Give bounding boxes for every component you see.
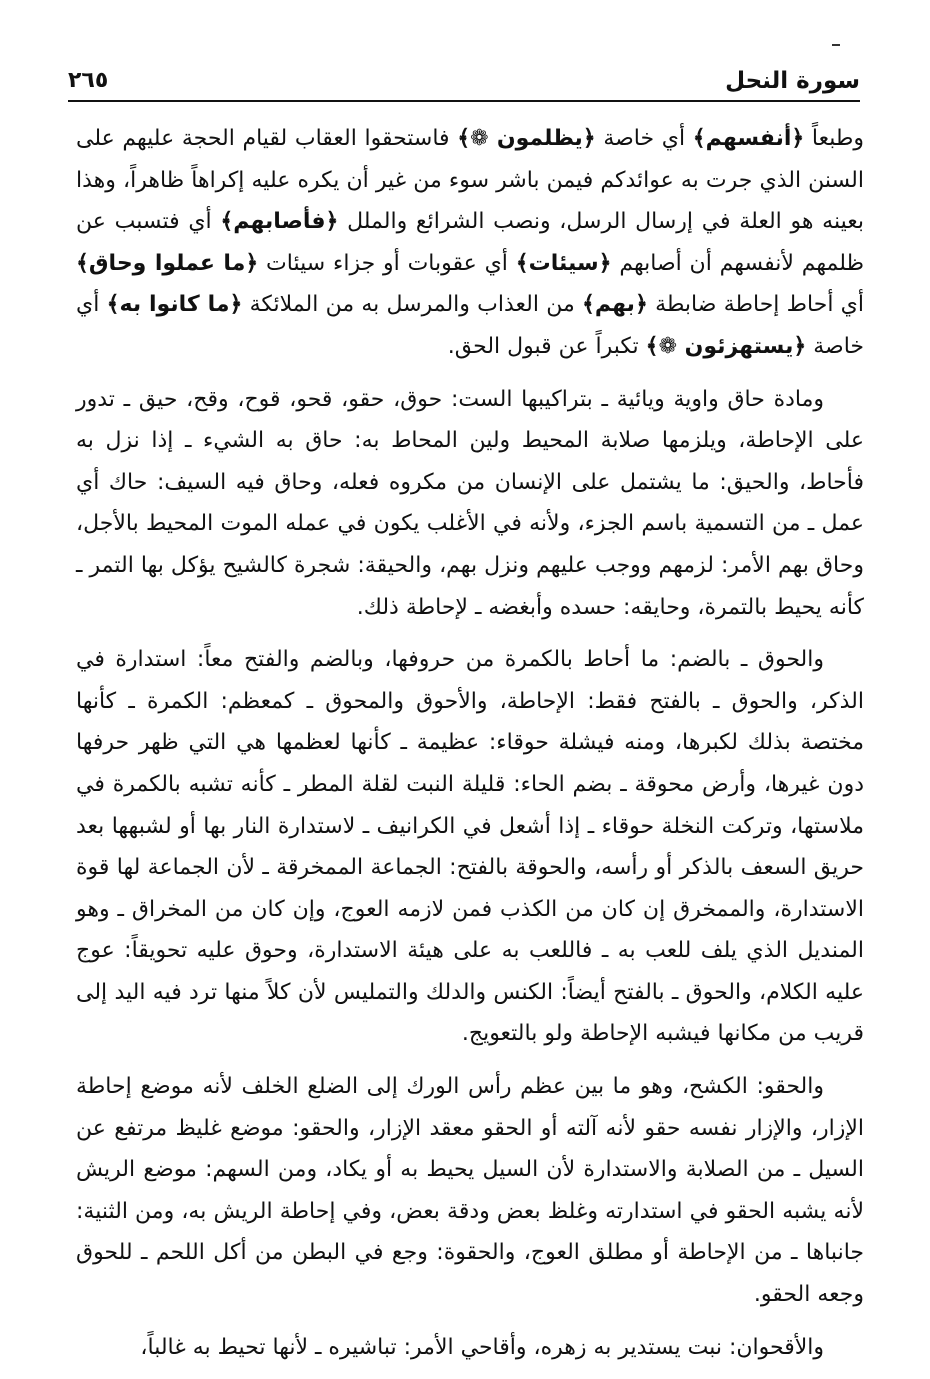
- quran-word: ﴿فأصابهم﴾: [220, 209, 339, 235]
- paragraph-uqhuwan: والأقحوان: نبت يستدير به زهره، وأقاحي الأمر: تباشيره ـ لأنها تحيط به غالباً،: [140, 1334, 824, 1360]
- text-run: أي أحاط إحاطة ضابطة: [647, 292, 865, 318]
- quran-word: ﴿يستهزئون ❁﴾: [645, 333, 807, 359]
- text-run: فاستحقوا العقاب لقيام الحجة عليهم على السنن الذي جرت به عوائدكم فيمن باشر سوء من غير أن يكره عليه إكراهاً ظاهراً، وهذا بعينه هو العلة في إرسال الرسل، ونصب الشرائع والملل: [76, 126, 864, 235]
- text-run: أي فتسبب عن ظلمهم لأنفسهم أن أصابهم: [76, 209, 864, 276]
- quran-word: ﴿سيئات﴾: [515, 250, 612, 276]
- quran-word: ﴿ما عملوا وحاق﴾: [76, 250, 259, 276]
- page-body: [76, 118, 864, 1379]
- surah-title: سورة النحل: [725, 68, 860, 94]
- quran-word: ﴿بهم﴾: [582, 292, 648, 318]
- paragraph-haqw: والحقو: الكشح، وهو ما بين عظم رأس الورك إلى الضلع الخلف لأنه موضع إحاطة الإزار، والإزار نفسه حقو لأنه آلته أو الحقو معقد الإزار، والحقو: موضع غليظ مرتفع عن السيل ـ من الصلابة والاستدارة لأن السيل يحيط به أو يكاد، ومن السهم: موضع الريش لأنه يشبه الحقو في استدارته وغلظ بعض ودقة بعض، وفي إحاطة الريش به، ومن الثنية: جانباها ـ من الإحاطة أو مطلق العوج، والحقوة: وجع في البطن من أكل اللحم ـ للحوق وجعه الحقو.: [76, 1074, 864, 1308]
- header-rule: [68, 100, 860, 102]
- quran-word: ﴿أنفسهم﴾: [692, 126, 805, 151]
- page-header: [68, 62, 860, 102]
- paragraph-hawq: والحوق ـ بالضم: ما أحاط بالكمرة من حروفها، وبالضم والفتح معاً: استدارة في الذكر، والحوق ـ بالفتح فقط: الإحاطة، والأحوق والمحوق ـ كمعظم: الكمرة ـ كأنها مختصة بذلك لكبرها، ومنه فيشلة حوقاء: عظيمة ـ كأنها لعظمها هي التي ظهر حرفها دون غيرها، وأرض محوقة ـ بضم الحاء: قليلة النبت لقلة المطر ـ كأنه تشبه بالكمرة في ملاستها، وتركت النخلة حوقاء ـ إذا أشعل في الكرانيف ـ لاستدارة النار بها أو لشبهها بعد حريق السعف بالذكر أو رأسه، والحوقة بالفتح: الجماعة الممخرقة ـ لأن الجماعة لها قوة الاستدارة، والممخرق إن كان من الكذب فمن لازمه العوج، وإن كان من المخراق ـ وهو المنديل الذي يلف للعب به ـ فاللعب به على هيئة الاستدارة، وحوق عليه تحويقاً: عوج عليه الكلام، والحوق ـ بالفتح أيضاً: الكنس والدلك والتمليس لأن كلاً منها ترد فيه اليد إلى قريب من مكانها فيشبه الإحاطة ولو بالتعويج.: [76, 647, 864, 1047]
- paragraph-tafsir: [76, 118, 864, 368]
- quran-word: ﴿ما كانوا به﴾: [106, 292, 243, 318]
- text-run: أي خاصة: [76, 292, 864, 359]
- text-run: تكبراً عن قبول الحق.: [447, 333, 646, 359]
- text-run: أي عقوبات أو جزاء سيئات: [258, 250, 516, 276]
- text-run: أي خاصة: [595, 126, 693, 151]
- paragraph-root-haq: ومادة حاق واوية ويائية ـ بتراكيبها الست: حوق، حقو، قحو، قوح، وقح، حيق ـ تدور على الإحاطة، ويلزمها صلابة المحيط ولين المحاط به: حاق به الشيء ـ إذا نزل به فأحاط، والحيق: ما يشتمل على الإنسان من مكروه فعله، وحاق فيه السيف: حاك أي عمل ـ من التسمية باسم الجزء، ولأنه في الأغلب يكون في عمله الموت المحيط بالأجل، وحاق بهم الأمر: لزمهم ووجب عليهم ونزل بهم، والحيقة: شجرة كالشيح يؤكل بها التمر ـ كأنه يحيط بالتمرة، وحايقه: حسده وأبغضه ـ لإحاطة ذلك.: [76, 386, 864, 620]
- scan-mark: [832, 44, 840, 46]
- quran-word: ﴿يظلمون ❁﴾: [457, 126, 596, 151]
- page-number: ٢٦٥: [68, 68, 109, 93]
- text-run: من العذاب والمرسل به من الملائكة: [242, 292, 583, 318]
- text-run: وطبعاً: [804, 126, 864, 151]
